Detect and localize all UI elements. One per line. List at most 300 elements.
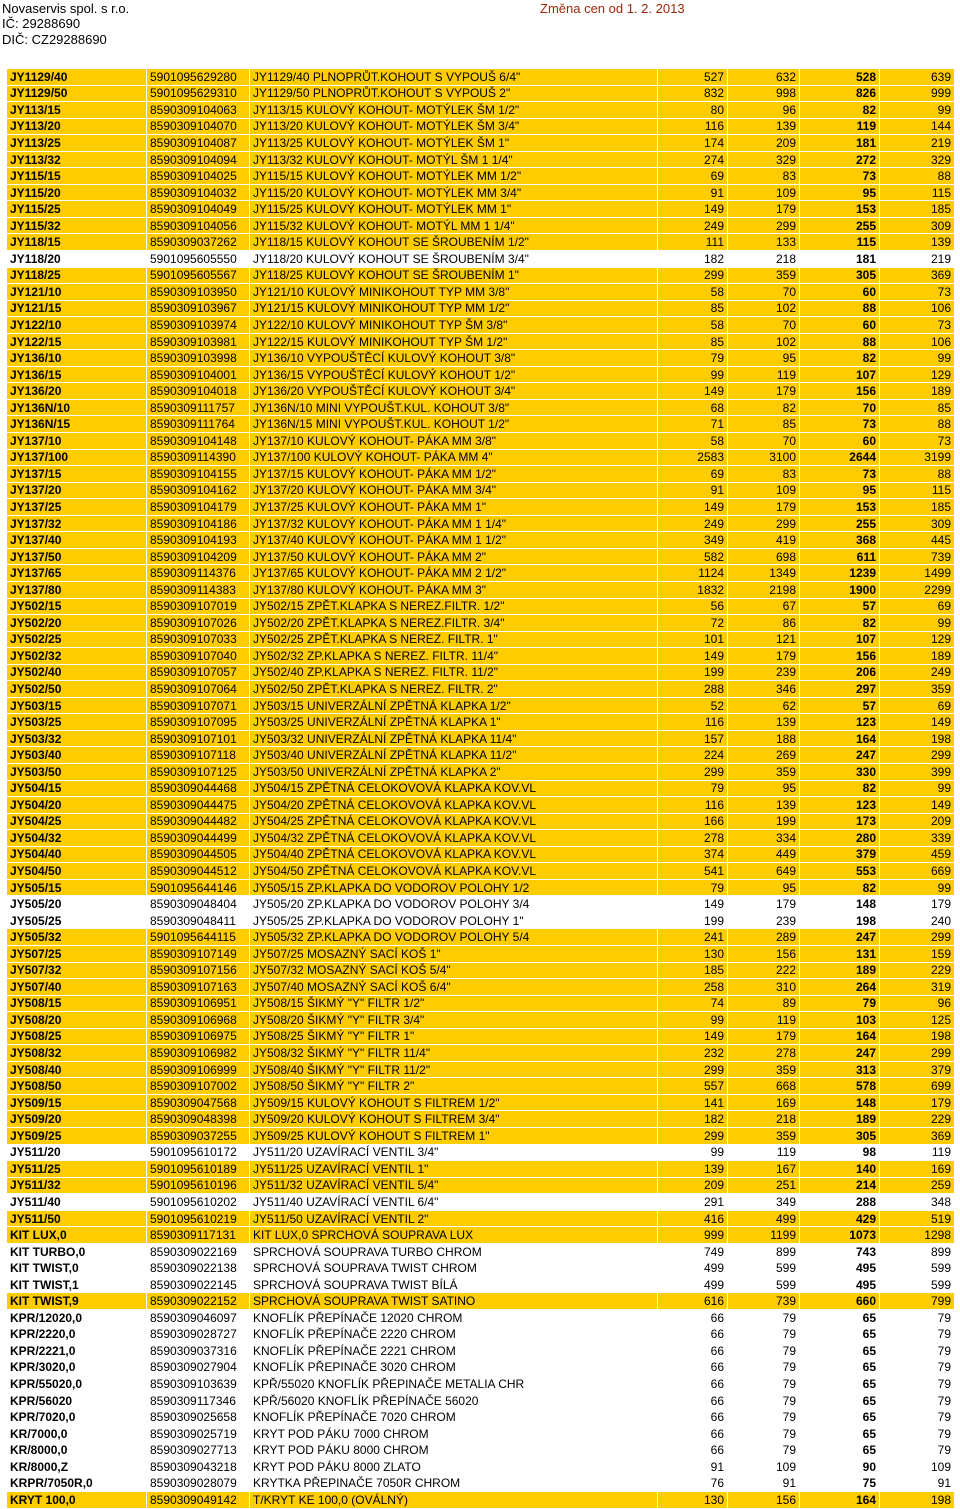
product-description: SPRCHOVÁ SOUPRAVA TWIST SATINO xyxy=(250,1293,658,1310)
ean-code: 8590309107033 xyxy=(147,631,250,648)
product-description: KNOFLÍK PŘEPINAČE 3020 CHROM xyxy=(250,1359,658,1376)
price-1: 166 xyxy=(658,813,728,830)
price-3: 88 xyxy=(800,333,880,350)
ean-code: 8590309107125 xyxy=(147,763,250,780)
product-description: JY1129/40 PLNOPRŮT.KOHOUT S VYPOUŠ 6/4" xyxy=(250,69,658,86)
price-1: 52 xyxy=(658,697,728,714)
ean-code: 5901095610172 xyxy=(147,1144,250,1161)
product-code: JY508/40 xyxy=(7,1061,147,1078)
product-code: JY118/15 xyxy=(7,234,147,251)
price-3: 611 xyxy=(800,548,880,565)
price-3: 164 xyxy=(800,730,880,747)
price-1: 99 xyxy=(658,1012,728,1029)
price-2: 139 xyxy=(728,118,800,135)
price-4: 1298 xyxy=(880,1227,955,1244)
price-3: 148 xyxy=(800,1094,880,1111)
table-row xyxy=(7,1475,955,1492)
ean-code: 8590309104179 xyxy=(147,499,250,516)
price-1: 999 xyxy=(658,1227,728,1244)
price-1: 258 xyxy=(658,979,728,996)
price-2: 698 xyxy=(728,548,800,565)
price-3: 65 xyxy=(800,1359,880,1376)
price-2: 269 xyxy=(728,747,800,764)
product-description: JY113/25 KULOVÝ KOHOUT- MOTÝLEK ŠM 1" xyxy=(250,135,658,152)
price-3: 305 xyxy=(800,1128,880,1145)
company-dic: DIČ: CZ29288690 xyxy=(2,32,107,47)
price-2: 346 xyxy=(728,681,800,698)
ean-code: 8590309104148 xyxy=(147,433,250,450)
ean-code: 8590309107163 xyxy=(147,979,250,996)
price-3: 553 xyxy=(800,863,880,880)
product-code: JY508/15 xyxy=(7,995,147,1012)
price-4: 106 xyxy=(880,333,955,350)
product-code: JY113/25 xyxy=(7,135,147,152)
product-code: JY121/15 xyxy=(7,300,147,317)
price-2: 668 xyxy=(728,1078,800,1095)
price-2: 299 xyxy=(728,515,800,532)
table-row xyxy=(7,1310,955,1327)
product-code: JY137/80 xyxy=(7,581,147,598)
table-row xyxy=(7,896,955,913)
price-3: 164 xyxy=(800,1492,880,1509)
price-2: 334 xyxy=(728,830,800,847)
product-code: KIT TWIST,0 xyxy=(7,1260,147,1277)
price-1: 116 xyxy=(658,797,728,814)
ean-code: 8590309103950 xyxy=(147,284,250,301)
price-1: 58 xyxy=(658,433,728,450)
price-3: 82 xyxy=(800,102,880,119)
price-4: 79 xyxy=(880,1310,955,1327)
price-2: 119 xyxy=(728,1012,800,1029)
price-1: 499 xyxy=(658,1260,728,1277)
price-4: 79 xyxy=(880,1409,955,1426)
price-2: 79 xyxy=(728,1442,800,1459)
price-4: 209 xyxy=(880,813,955,830)
price-3: 123 xyxy=(800,714,880,731)
price-2: 599 xyxy=(728,1260,800,1277)
ean-code: 8590309046097 xyxy=(147,1310,250,1327)
ean-code: 8590309044512 xyxy=(147,863,250,880)
ean-code: 8590309044475 xyxy=(147,797,250,814)
table-row xyxy=(7,333,955,350)
product-description: JY113/20 KULOVÝ KOHOUT- MOTÝLEK ŠM 3/4" xyxy=(250,118,658,135)
product-description: JY508/40 ŠIKMÝ "Y" FILTR 11/2" xyxy=(250,1061,658,1078)
product-code: KIT LUX,0 xyxy=(7,1227,147,1244)
product-code: JY502/25 xyxy=(7,631,147,648)
product-code: JY509/25 xyxy=(7,1128,147,1145)
price-4: 88 xyxy=(880,416,955,433)
table-row xyxy=(7,763,955,780)
table-row xyxy=(7,118,955,135)
price-2: 289 xyxy=(728,929,800,946)
table-row xyxy=(7,1260,955,1277)
product-code: JY1129/50 xyxy=(7,85,147,102)
price-4: 69 xyxy=(880,598,955,615)
ean-code: 8590309107071 xyxy=(147,697,250,714)
price-3: 164 xyxy=(800,1028,880,1045)
product-description: KPŘ/56020 KNOFLÍK PŘEPÍNAČE 56020 xyxy=(250,1392,658,1409)
product-description: SPRCHOVÁ SOUPRAVA TWIST CHROM xyxy=(250,1260,658,1277)
product-code: JY121/10 xyxy=(7,284,147,301)
product-code: KR/8000,Z xyxy=(7,1458,147,1475)
product-description: SPRCHOVÁ SOUPRAVA TURBO CHROM xyxy=(250,1243,658,1260)
table-row xyxy=(7,730,955,747)
price-1: 91 xyxy=(658,1458,728,1475)
product-description: JY504/15 ZPĚTNÁ CELOKOVOVÁ KLAPKA KOV.VL xyxy=(250,780,658,797)
ean-code: 8590309025719 xyxy=(147,1425,250,1442)
table-row xyxy=(7,1177,955,1194)
product-code: JY508/20 xyxy=(7,1012,147,1029)
ean-code: 8590309103967 xyxy=(147,300,250,317)
price-2: 899 xyxy=(728,1243,800,1260)
price-4: 348 xyxy=(880,1194,955,1211)
product-code: KIT TWIST,1 xyxy=(7,1276,147,1293)
product-description: JY508/25 ŠIKMÝ "Y" FILTR 1" xyxy=(250,1028,658,1045)
price-1: 199 xyxy=(658,664,728,681)
price-3: 181 xyxy=(800,251,880,268)
price-2: 67 xyxy=(728,598,800,615)
price-3: 88 xyxy=(800,300,880,317)
price-1: 749 xyxy=(658,1243,728,1260)
ean-code: 8590309037255 xyxy=(147,1128,250,1145)
table-row xyxy=(7,664,955,681)
ean-code: 8590309103639 xyxy=(147,1376,250,1393)
price-3: 495 xyxy=(800,1260,880,1277)
price-3: 82 xyxy=(800,780,880,797)
price-3: 578 xyxy=(800,1078,880,1095)
table-row xyxy=(7,251,955,268)
price-2: 83 xyxy=(728,466,800,483)
price-3: 95 xyxy=(800,184,880,201)
product-description: JY505/32 ZP.KLAPKA DO VODOROV POLOHY 5/4 xyxy=(250,929,658,946)
product-code: JY507/25 xyxy=(7,945,147,962)
table-row xyxy=(7,830,955,847)
ean-code: 8590309048411 xyxy=(147,912,250,929)
company-ico: IČ: 29288690 xyxy=(2,16,81,31)
product-description: JY122/15 KULOVÝ MINIKOHOUT TYP ŠM 1/2" xyxy=(250,333,658,350)
table-row xyxy=(7,714,955,731)
product-code: JY511/40 xyxy=(7,1194,147,1211)
product-description: JY115/25 KULOVÝ KOHOUT- MOTÝLEK MM 1" xyxy=(250,201,658,218)
product-description: JY502/40 ZP.KLAPKA S NEREZ. FILTR. 11/2" xyxy=(250,664,658,681)
ean-code: 8590309025658 xyxy=(147,1409,250,1426)
product-code: JY136N/15 xyxy=(7,416,147,433)
price-2: 1349 xyxy=(728,565,800,582)
price-4: 299 xyxy=(880,929,955,946)
price-3: 156 xyxy=(800,648,880,665)
price-4: 185 xyxy=(880,201,955,218)
price-4: 79 xyxy=(880,1376,955,1393)
ean-code: 8590309043218 xyxy=(147,1458,250,1475)
table-row xyxy=(7,1458,955,1475)
price-2: 169 xyxy=(728,1094,800,1111)
price-2: 2198 xyxy=(728,581,800,598)
product-code: JY509/20 xyxy=(7,1111,147,1128)
price-3: 264 xyxy=(800,979,880,996)
product-code: JY113/15 xyxy=(7,102,147,119)
price-1: 149 xyxy=(658,896,728,913)
ean-code: 8590309107040 xyxy=(147,648,250,665)
price-3: 107 xyxy=(800,631,880,648)
product-description: JY504/20 ZPĚTNÁ CELOKOVOVÁ KLAPKA KOV.VL xyxy=(250,797,658,814)
table-row xyxy=(7,1425,955,1442)
product-description: KNOFLÍK PŘEPÍNAČE 2220 CHROM xyxy=(250,1326,658,1343)
product-code: JY137/20 xyxy=(7,482,147,499)
price-4: 3199 xyxy=(880,449,955,466)
product-description: JY507/32 MOSAZNÝ SACÍ KOŠ 5/4" xyxy=(250,962,658,979)
ean-code: 8590309104209 xyxy=(147,548,250,565)
price-1: 832 xyxy=(658,85,728,102)
price-4: 88 xyxy=(880,168,955,185)
ean-code: 8590309027713 xyxy=(147,1442,250,1459)
price-4: 144 xyxy=(880,118,955,135)
price-2: 419 xyxy=(728,532,800,549)
product-code: JY137/65 xyxy=(7,565,147,582)
ean-code: 8590309044505 xyxy=(147,846,250,863)
price-1: 149 xyxy=(658,201,728,218)
ean-code: 8590309022152 xyxy=(147,1293,250,1310)
product-code: JY1129/40 xyxy=(7,69,147,86)
product-code: JY502/20 xyxy=(7,615,147,632)
product-description: JY118/25 KULOVÝ KOHOUT SE ŠROUBENÍM 1" xyxy=(250,267,658,284)
price-4: 309 xyxy=(880,217,955,234)
price-2: 209 xyxy=(728,135,800,152)
price-2: 179 xyxy=(728,1028,800,1045)
ean-code: 8590309022138 xyxy=(147,1260,250,1277)
table-row xyxy=(7,1094,955,1111)
price-2: 79 xyxy=(728,1392,800,1409)
ean-code: 5901095644115 xyxy=(147,929,250,946)
price-3: 65 xyxy=(800,1409,880,1426)
ean-code: 5901095610202 xyxy=(147,1194,250,1211)
product-description: JY115/15 KULOVÝ KOHOUT- MOTÝLEK MM 1/2" xyxy=(250,168,658,185)
price-2: 179 xyxy=(728,896,800,913)
product-code: JY504/15 xyxy=(7,780,147,797)
price-3: 131 xyxy=(800,945,880,962)
product-description: JY137/100 KULOVÝ KOHOUT- PÁKA MM 4" xyxy=(250,449,658,466)
document-header xyxy=(0,0,960,66)
ean-code: 8590309104094 xyxy=(147,151,250,168)
price-1: 66 xyxy=(658,1392,728,1409)
price-4: 96 xyxy=(880,995,955,1012)
price-2: 188 xyxy=(728,730,800,747)
table-row xyxy=(7,1078,955,1095)
price-3: 60 xyxy=(800,284,880,301)
ean-code: 8590309107101 xyxy=(147,730,250,747)
ean-code: 5901095605550 xyxy=(147,251,250,268)
price-3: 247 xyxy=(800,747,880,764)
ean-code: 8590309106968 xyxy=(147,1012,250,1029)
table-row xyxy=(7,863,955,880)
price-2: 632 xyxy=(728,69,800,86)
price-3: 305 xyxy=(800,267,880,284)
price-2: 95 xyxy=(728,780,800,797)
product-code: JY122/15 xyxy=(7,333,147,350)
price-4: 159 xyxy=(880,945,955,962)
price-4: 369 xyxy=(880,1128,955,1145)
table-row xyxy=(7,1376,955,1393)
table-row xyxy=(7,1045,955,1062)
table-row xyxy=(7,1409,955,1426)
price-1: 224 xyxy=(658,747,728,764)
product-code: KIT TURBO,0 xyxy=(7,1243,147,1260)
ean-code: 8590309104070 xyxy=(147,118,250,135)
price-4: 309 xyxy=(880,515,955,532)
price-3: 60 xyxy=(800,433,880,450)
product-code: JY137/25 xyxy=(7,499,147,516)
price-1: 91 xyxy=(658,184,728,201)
product-description: JY511/20 UZAVÍRACÍ VENTIL 3/4" xyxy=(250,1144,658,1161)
price-3: 115 xyxy=(800,234,880,251)
price-3: 280 xyxy=(800,830,880,847)
price-3: 156 xyxy=(800,383,880,400)
table-row xyxy=(7,515,955,532)
product-code: JY511/32 xyxy=(7,1177,147,1194)
product-description: JY137/15 KULOVÝ KOHOUT- PÁKA MM 1/2" xyxy=(250,466,658,483)
product-description: JY137/40 KULOVÝ KOHOUT- PÁKA MM 1 1/2" xyxy=(250,532,658,549)
table-row xyxy=(7,184,955,201)
price-1: 79 xyxy=(658,780,728,797)
product-code: JY502/32 xyxy=(7,648,147,665)
product-code: JY503/32 xyxy=(7,730,147,747)
price-4: 359 xyxy=(880,681,955,698)
price-4: 179 xyxy=(880,896,955,913)
price-3: 255 xyxy=(800,217,880,234)
price-4: 169 xyxy=(880,1161,955,1178)
price-3: 368 xyxy=(800,532,880,549)
product-code: JY511/50 xyxy=(7,1210,147,1227)
price-4: 599 xyxy=(880,1276,955,1293)
price-2: 239 xyxy=(728,664,800,681)
table-row xyxy=(7,1442,955,1459)
price-2: 1199 xyxy=(728,1227,800,1244)
product-code: KPR/56020 xyxy=(7,1392,147,1409)
price-4: 198 xyxy=(880,1492,955,1509)
price-2: 179 xyxy=(728,383,800,400)
price-1: 91 xyxy=(658,482,728,499)
price-3: 82 xyxy=(800,879,880,896)
ean-code: 8590309104032 xyxy=(147,184,250,201)
price-1: 130 xyxy=(658,1492,728,1509)
product-code: JY137/50 xyxy=(7,548,147,565)
product-description: JY1129/50 PLNOPRŮT.KOHOUT S VYPOUŠ 2" xyxy=(250,85,658,102)
price-4: 79 xyxy=(880,1425,955,1442)
price-2: 359 xyxy=(728,763,800,780)
product-code: JY503/50 xyxy=(7,763,147,780)
price-2: 310 xyxy=(728,979,800,996)
product-description: JY137/80 KULOVÝ KOHOUT- PÁKA MM 3" xyxy=(250,581,658,598)
product-description: JY504/32 ZPĚTNÁ CELOKOVOVÁ KLAPKA KOV.VL xyxy=(250,830,658,847)
product-code: JY509/15 xyxy=(7,1094,147,1111)
ean-code: 8590309107149 xyxy=(147,945,250,962)
price-3: 65 xyxy=(800,1392,880,1409)
product-description: JY511/40 UZAVÍRACÍ VENTIL 6/4" xyxy=(250,1194,658,1211)
product-description: JY502/32 ZP.KLAPKA S NEREZ. FILTR. 11/4" xyxy=(250,648,658,665)
ean-code: 8590309048404 xyxy=(147,896,250,913)
ean-code: 8590309047568 xyxy=(147,1094,250,1111)
ean-code: 8590309028079 xyxy=(147,1475,250,1492)
table-row xyxy=(7,945,955,962)
product-code: JY137/40 xyxy=(7,532,147,549)
ean-code: 8590309104025 xyxy=(147,168,250,185)
price-2: 70 xyxy=(728,317,800,334)
price-4: 999 xyxy=(880,85,955,102)
price-4: 99 xyxy=(880,780,955,797)
price-3: 95 xyxy=(800,482,880,499)
price-1: 241 xyxy=(658,929,728,946)
price-4: 79 xyxy=(880,1343,955,1360)
product-description: JY121/15 KULOVÝ MINIKOHOUT TYP MM 1/2" xyxy=(250,300,658,317)
table-row xyxy=(7,482,955,499)
table-row xyxy=(7,1326,955,1343)
table-row xyxy=(7,350,955,367)
price-2: 95 xyxy=(728,879,800,896)
table-row xyxy=(7,135,955,152)
price-1: 374 xyxy=(658,846,728,863)
product-code: JY511/20 xyxy=(7,1144,147,1161)
price-4: 109 xyxy=(880,1458,955,1475)
price-1: 72 xyxy=(658,615,728,632)
price-3: 57 xyxy=(800,598,880,615)
price-2: 199 xyxy=(728,813,800,830)
price-2: 739 xyxy=(728,1293,800,1310)
ean-code: 8590309104056 xyxy=(147,217,250,234)
product-code: KPR/7020,0 xyxy=(7,1409,147,1426)
table-row xyxy=(7,1111,955,1128)
price-2: 79 xyxy=(728,1326,800,1343)
price-4: 219 xyxy=(880,135,955,152)
price-2: 998 xyxy=(728,85,800,102)
price-3: 247 xyxy=(800,929,880,946)
price-4: 73 xyxy=(880,317,955,334)
table-row xyxy=(7,449,955,466)
price-3: 107 xyxy=(800,366,880,383)
product-description: JY113/32 KULOVÝ KOHOUT- MOTÝL ŠM 1 1/4" xyxy=(250,151,658,168)
price-4: 149 xyxy=(880,714,955,731)
table-row xyxy=(7,962,955,979)
table-row xyxy=(7,598,955,615)
product-code: JY502/15 xyxy=(7,598,147,615)
ean-code: 8590309037316 xyxy=(147,1343,250,1360)
price-2: 179 xyxy=(728,648,800,665)
price-1: 232 xyxy=(658,1045,728,1062)
ean-code: 8590309107026 xyxy=(147,615,250,632)
table-row xyxy=(7,846,955,863)
price-4: 2299 xyxy=(880,581,955,598)
price-3: 65 xyxy=(800,1425,880,1442)
price-3: 429 xyxy=(800,1210,880,1227)
price-4: 129 xyxy=(880,631,955,648)
ean-code: 8590309107057 xyxy=(147,664,250,681)
product-code: JY504/50 xyxy=(7,863,147,880)
price-4: 69 xyxy=(880,697,955,714)
product-description: JY505/25 ZP.KLAPKA DO VODOROV POLOHY 1" xyxy=(250,912,658,929)
price-3: 119 xyxy=(800,118,880,135)
product-description: JY115/32 KULOVÝ KOHOUT- MOTÝL MM 1 1/4" xyxy=(250,217,658,234)
price-1: 616 xyxy=(658,1293,728,1310)
price-4: 299 xyxy=(880,1045,955,1062)
product-description: JY137/10 KULOVÝ KOHOUT- PÁKA MM 3/8" xyxy=(250,433,658,450)
price-2: 96 xyxy=(728,102,800,119)
price-1: 582 xyxy=(658,548,728,565)
ean-code: 8590309106982 xyxy=(147,1045,250,1062)
price-3: 379 xyxy=(800,846,880,863)
price-3: 140 xyxy=(800,1161,880,1178)
product-code: KPR/3020,0 xyxy=(7,1359,147,1376)
product-description: JY122/10 KULOVÝ MINIKOHOUT TYP ŠM 3/8" xyxy=(250,317,658,334)
table-row xyxy=(7,780,955,797)
price-2: 139 xyxy=(728,714,800,731)
